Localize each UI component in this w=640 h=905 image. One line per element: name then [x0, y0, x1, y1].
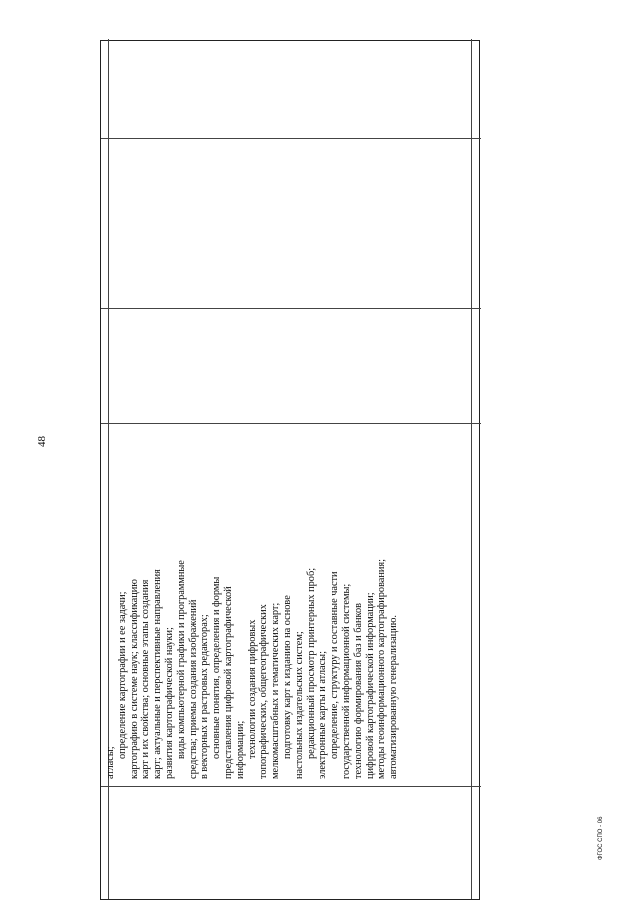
text-line: редакционный просмотр принтерных проб;: [305, 567, 317, 759]
text-line: подготовку карт к изданию на основе: [281, 595, 293, 759]
text-line: виды компьютерной графики и программные: [175, 560, 187, 759]
text-line: технологии создания цифровых: [246, 619, 258, 759]
text-line: карт и их свойства; основные этапы создания: [140, 579, 152, 779]
text-line: карт; актуальные и перспективные направления: [152, 569, 164, 779]
rotated-table-page: [100, 40, 480, 900]
text-line: топографических, общегеографических: [258, 604, 270, 779]
column-divider: [101, 308, 481, 309]
text-line: методы геоинформационного картографирования;: [376, 559, 388, 779]
text-line: цифровой картографической информации;: [364, 592, 376, 779]
page-number: 48: [36, 436, 48, 447]
text-line: настольных издательских систем;: [293, 631, 305, 779]
text-line: картографию в системе наук; классификацию: [128, 579, 140, 779]
text-line: средства; приемы создания изображений: [187, 599, 199, 779]
text-line: автоматизированную генерализацию.: [388, 615, 400, 779]
text-line: определение картографии и ее задачи;: [116, 591, 128, 759]
column-divider: [101, 423, 481, 424]
row-divider: [471, 39, 472, 899]
text-line: мелкомасштабных и тематических карт;: [270, 602, 282, 779]
content-table: [100, 40, 480, 900]
text-line: определение, структуру и составные части: [329, 571, 341, 759]
footer-label: ФГОС СПО - 06: [598, 816, 604, 860]
competency-text-cell: [105, 429, 400, 779]
text-line: развития картографической науки;: [163, 627, 175, 779]
column-divider: [101, 786, 481, 787]
text-line: в векторных и растровых редакторах;: [199, 614, 211, 779]
column-divider: [101, 138, 481, 139]
text-line: государственной информационной системы;: [340, 583, 352, 779]
text-line: информации;: [234, 720, 246, 779]
text-line: основные понятия, определения и формы: [211, 576, 223, 759]
text-line: технологию формирования баз и банков: [352, 602, 364, 779]
text-line: представления цифровой картографической: [222, 586, 234, 779]
text-line: атласы;: [105, 746, 116, 779]
text-line: электронные карты и атласы;: [317, 651, 329, 779]
